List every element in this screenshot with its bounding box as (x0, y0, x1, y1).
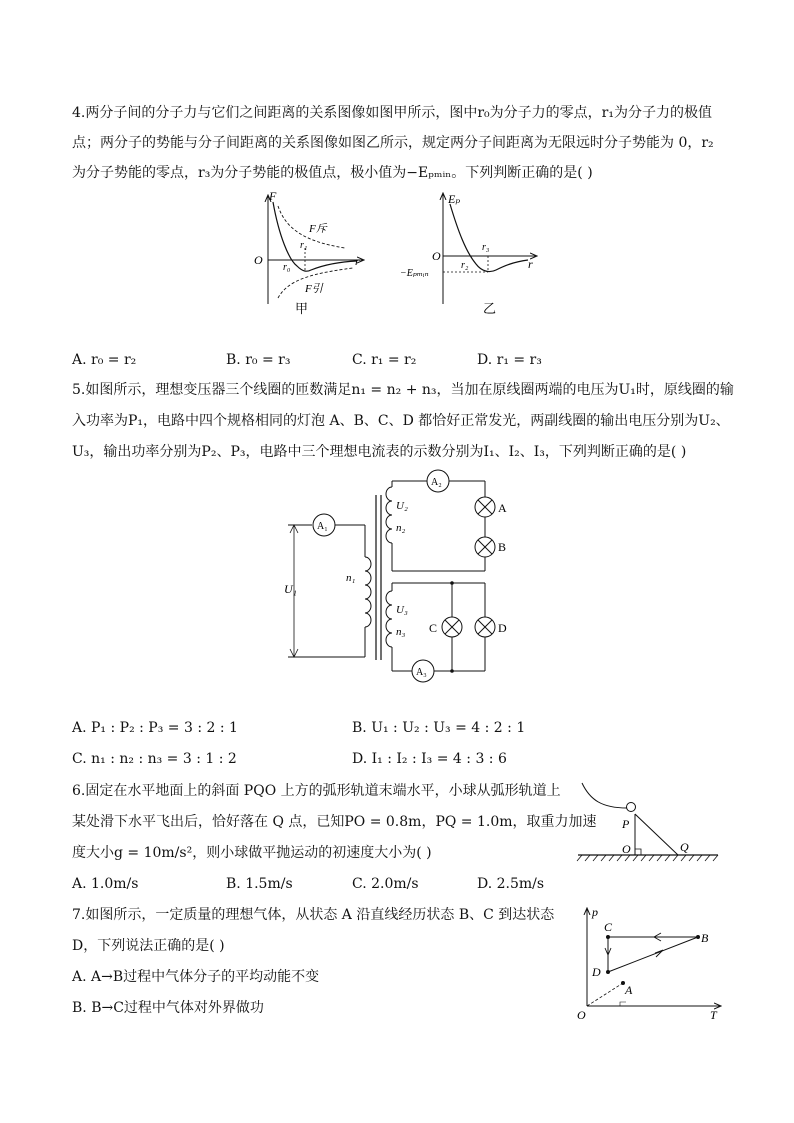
yi-label-r2: r₂ (461, 260, 469, 271)
jia-label-r: r (355, 254, 360, 268)
yi-label-r3: r₃ (482, 242, 490, 253)
jia-caption: 甲 (295, 301, 309, 316)
q4-figure-jia (245, 186, 375, 321)
ammeter-a3-label: A₃ (416, 667, 427, 678)
lamp-A-label: A (498, 501, 507, 515)
ammeter-a2-label: A₂ (431, 477, 442, 488)
q7-option-b[interactable]: B. B→C过程中气体对外界做功 (72, 1000, 264, 1016)
label-O: O (622, 842, 631, 856)
q5-option-d[interactable]: D. I₁ : I₂ : I₃ = 4 : 3 : 6 (352, 751, 507, 767)
q4-option-d[interactable]: D. r₁ = r₃ (477, 352, 542, 368)
q5-circuit-diagram (280, 465, 525, 690)
label-O: O (577, 1008, 586, 1022)
lamp-C-label: C (429, 621, 438, 635)
lamp-D-label: D (498, 621, 507, 635)
q6-option-b[interactable]: B. 1.5m/s (226, 876, 293, 892)
label-D: D (592, 965, 601, 979)
q6-option-c[interactable]: C. 2.0m/s (352, 876, 419, 892)
label-U2: U₂ (396, 500, 408, 512)
yi-label-Ep: Eₚ (448, 192, 461, 206)
jia-label-r1: r₁ (300, 240, 308, 251)
label-n3: n₃ (396, 626, 406, 638)
primary-coil-n1 (365, 557, 371, 627)
label-A: A (625, 983, 633, 997)
q6-incline-figure (572, 778, 722, 868)
q7-option-a[interactable]: A. A→B过程中气体分子的平均动能不变 (72, 969, 320, 985)
q4-text-line-3: 为分子势能的零点，r₃为分子势能的极值点，极小值为−Eₚₘᵢₙ。下列判断正确的是( ) (72, 165, 593, 181)
path-D-to-B (608, 937, 698, 972)
label-C: C (604, 920, 613, 934)
label-P: P (622, 817, 630, 831)
label-B: B (701, 931, 709, 945)
jia-net-force-curve (273, 202, 357, 271)
q6-option-d[interactable]: D. 2.5m/s (477, 876, 545, 892)
q4-option-b[interactable]: B. r₀ = r₃ (226, 352, 291, 368)
lamp-A (475, 497, 495, 517)
q4-option-c[interactable]: C. r₁ = r₂ (352, 352, 417, 368)
label-n2: n₂ (396, 522, 406, 534)
yi-caption: 乙 (483, 301, 497, 316)
q5-text-line-3: U₃，输出功率分别为P₂、P₃，电路中三个理想电流表的示数分别为I₁、I₂、I₃，下列判断正确的是( ) (72, 444, 687, 460)
yi-label-minus-Ep: −Eₚₘᵢₙ (400, 268, 429, 279)
jia-label-F-rep: F斥 (309, 223, 327, 235)
jia-label-r0: r₀ (283, 262, 291, 273)
origin-dashed (587, 983, 623, 1006)
ball (627, 803, 636, 812)
label-Q: Q (680, 840, 689, 854)
secondary-coil-n3 (386, 591, 392, 647)
q4-figure-yi (398, 186, 548, 321)
jia-label-O: O (254, 253, 263, 267)
q6-text-line-1: 6.固定在水平地面上的斜面 PQO 上方的弧形轨道末端水平，小球从弧形轨道上 (72, 783, 561, 799)
yi-label-O: O (432, 249, 441, 263)
lamp-C (442, 617, 462, 637)
q7-pT-diagram (575, 903, 725, 1023)
lamp-B-label: B (498, 540, 507, 554)
lamp-B (475, 537, 495, 557)
label-n1: n₁ (346, 572, 356, 584)
jia-label-F-att: F引 (305, 283, 323, 295)
ammeter-a1-label: A₁ (317, 521, 328, 532)
q6-option-a[interactable]: A. 1.0m/s (72, 876, 139, 892)
q4-text-line-1: 4.两分子间的分子力与它们之间距离的关系图像如图甲所示，图中r₀为分子力的零点，r₁为分子力的极值 (72, 105, 712, 121)
q4-text-line-2: 点；两分子的势能与分子间距离的关系图像如图乙所示，规定两分子间距离为无限远时分子势能为 0，r₂ (72, 135, 714, 151)
q6-text-line-2: 某处滑下水平飞出后，恰好落在 Q 点，已知PO = 0.8m，PQ = 1.0m，取重力加速 (72, 814, 597, 830)
q5-text-line-2: 入功率为P₁，电路中四个规格相同的灯泡 A、B、C、D 都恰好正常发光，两副线圈的输出电压分别为U₂、 (72, 413, 730, 429)
q5-option-a[interactable]: A. P₁ : P₂ : P₃ = 3 : 2 : 1 (72, 720, 238, 736)
label-T: T (710, 1008, 717, 1022)
q4-option-a[interactable]: A. r₀ = r₂ (72, 352, 137, 368)
q5-option-b[interactable]: B. U₁ : U₂ : U₃ = 4 : 2 : 1 (352, 720, 526, 736)
label-U3: U₃ (396, 604, 408, 616)
q6-text-line-3: 度大小g = 10m/s²，则小球做平抛运动的初速度大小为( ) (72, 845, 432, 861)
q5-option-c[interactable]: C. n₁ : n₂ : n₃ = 3 : 1 : 2 (72, 751, 237, 767)
arc-track (582, 783, 627, 808)
q7-text-line-1: 7.如图所示，一定质量的理想气体，从状态 A 沿直线经历状态 B、C 到达状态 (72, 907, 555, 923)
secondary-coil-n2 (386, 487, 392, 543)
q7-text-line-2: D，下列说法正确的是( ) (72, 938, 225, 954)
label-p: p (592, 905, 598, 919)
incline-PQ (635, 814, 678, 855)
yi-label-r: r (528, 257, 533, 271)
q5-text-line-1: 5.如图所示，理想变压器三个线圈的匝数满足n₁ = n₂ + n₃，当加在原线圈两端的电压为U₁时，原线圈的输 (72, 382, 734, 398)
label-U1: U₁ (284, 582, 297, 596)
jia-label-F: F (269, 189, 277, 203)
lamp-D (475, 617, 495, 637)
